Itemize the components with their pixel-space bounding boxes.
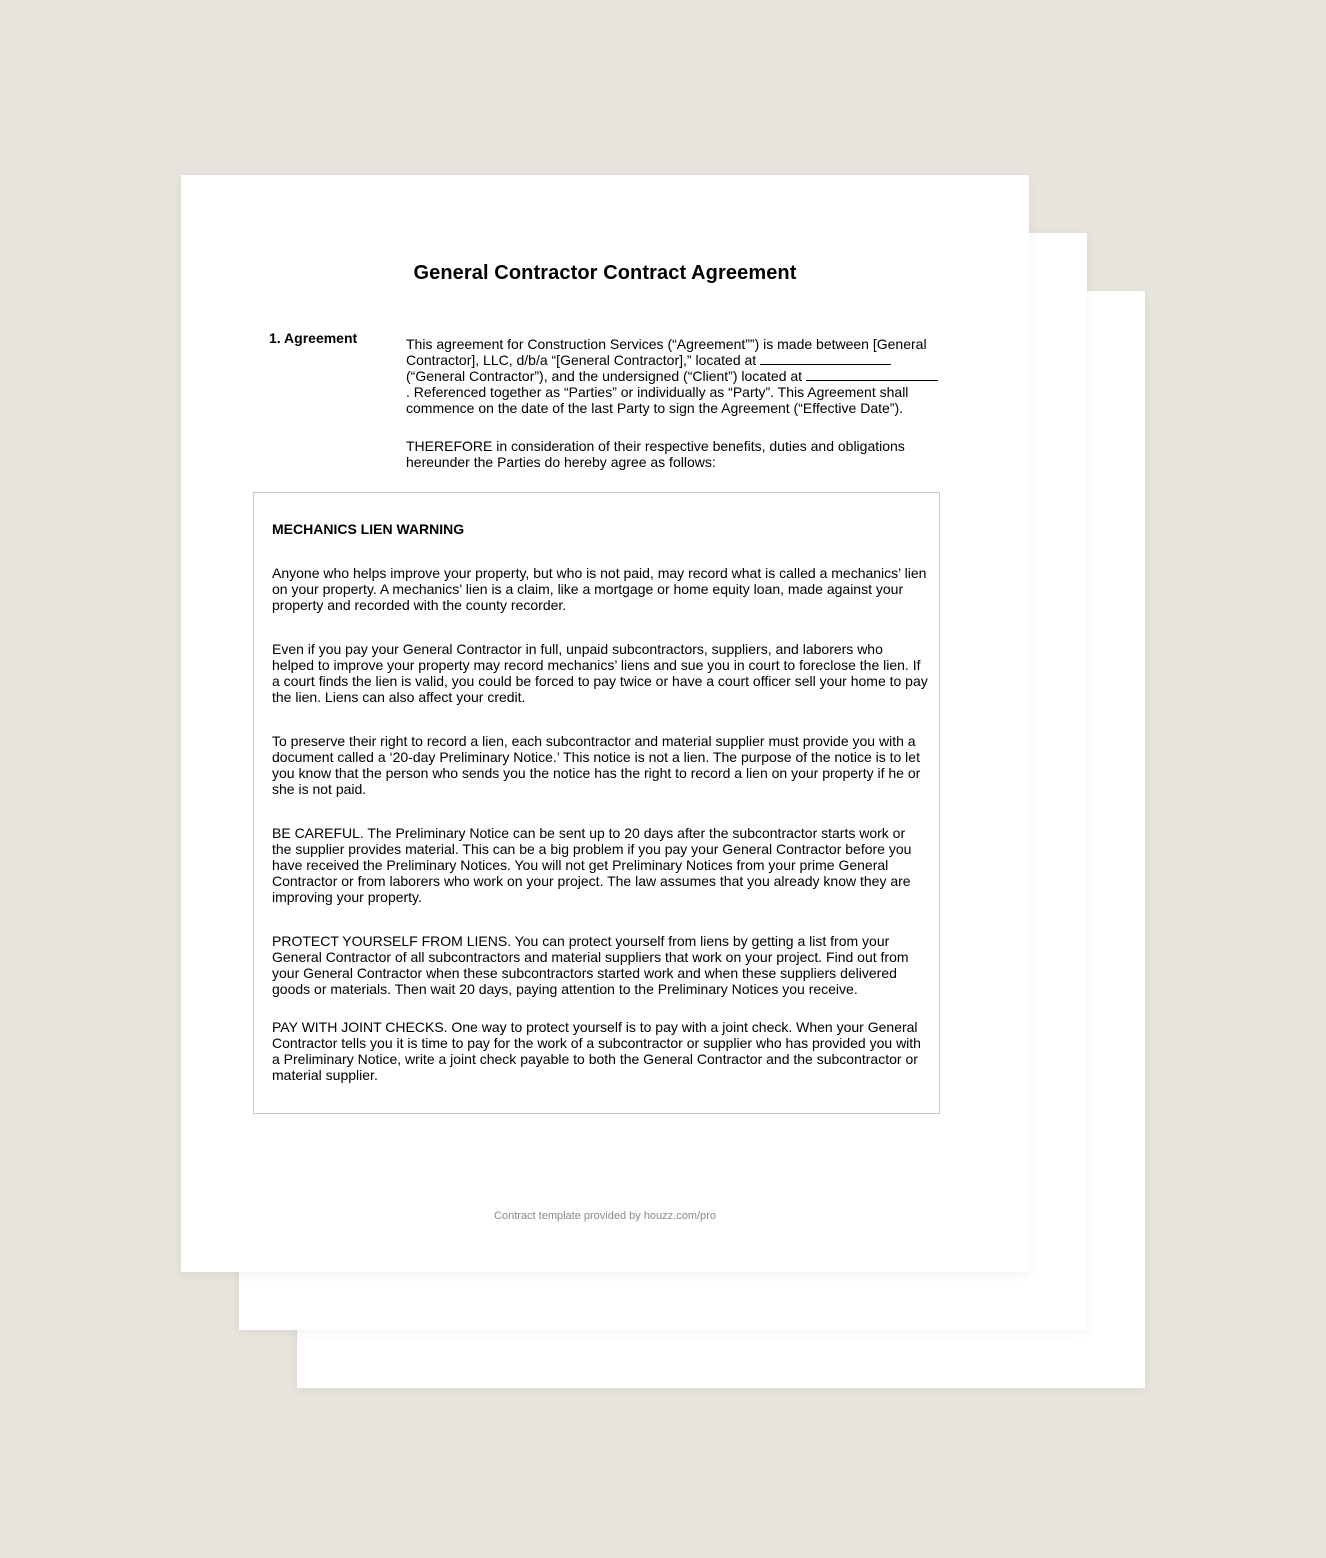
contractor-address-blank[interactable] bbox=[760, 352, 891, 365]
warning-paragraph: BE CAREFUL. The Preliminary Notice can be sent up to 20 days after the subcontractor starts work or the supplier provides material. This can be a big problem if you pay your General Contractor before you have received the Preliminary Notices. You will not get Preliminary Notices from your prime General Contractor or from laborers who work on your project. The law assumes that you already know they are improving your property. bbox=[272, 825, 912, 905]
agreement-text-part-2: (“General Contractor”), and the undersigned (“Client”) located at bbox=[406, 368, 806, 384]
mechanics-lien-warning-box bbox=[253, 492, 940, 1114]
footer-note: Contract template provided by houzz.com/pro bbox=[494, 1210, 716, 1222]
warning-paragraph: Anyone who helps improve your property, but who is not paid, may record what is called a mechanics’ lien on your property. A mechanics’ lien is a claim, like a mortgage or home equity loan, made against your property and recorded with the county recorder. bbox=[272, 565, 927, 613]
client-address-blank[interactable] bbox=[806, 368, 938, 381]
document-page bbox=[181, 175, 1029, 1272]
document-title: General Contractor Contract Agreement bbox=[413, 262, 797, 284]
agreement-paragraph bbox=[406, 336, 941, 416]
warning-paragraph: To preserve their right to record a lien, each subcontractor and material supplier must provide you with a document called a ‘20-day Preliminary Notice.’ This notice is not a lien. The purpose of the notice is to let you know that the person who sends you the notice has the right to record a lien on your property if he or she is not paid. bbox=[272, 733, 921, 797]
agreement-text-part-3: . Referenced together as “Parties” or individually as “Party”. This Agreement shall commence on the date of the last Party to sign the Agreement (“Effective Date”). bbox=[406, 384, 909, 416]
warning-paragraph: PAY WITH JOINT CHECKS. One way to protect yourself is to pay with a joint check. When your General Contractor tells you it is time to pay for the work of a subcontractor or supplier who has provided you with a Preliminary Notice, write a joint check payable to both the General Contractor and the subcontractor or material supplier. bbox=[272, 1019, 921, 1083]
warning-heading: MECHANICS LIEN WARNING bbox=[272, 521, 465, 537]
warning-paragraph: PROTECT YOURSELF FROM LIENS. You can protect yourself from liens by getting a list from your General Contractor of all subcontractors and material suppliers that work on your project. Find out from your General Contractor when these subcontractors started work and when these suppliers delivered goods or materials. Then wait 20 days, paying attention to the Preliminary Notices you receive. bbox=[272, 933, 909, 997]
therefore-paragraph: THEREFORE in consideration of their respective benefits, duties and obligations hereunder the Parties do hereby agree as follows: bbox=[406, 438, 905, 470]
agreement-text-part-1: This agreement for Construction Services (“Agreement””) is made between [General Contractor], LLC, d/b/a “[General Contractor],” located at bbox=[406, 336, 927, 368]
section-label-agreement: 1. Agreement bbox=[269, 330, 358, 346]
agreement-section-body bbox=[406, 336, 941, 492]
warning-paragraph: Even if you pay your General Contractor in full, unpaid subcontractors, suppliers, and laborers who helped to improve your property may record mechanics’ liens and sue you in court to foreclose the lien. If a court finds the lien is valid, you could be forced to pay twice or have a court officer sell your home to pay the lien. Liens can also affect your credit. bbox=[272, 641, 928, 705]
